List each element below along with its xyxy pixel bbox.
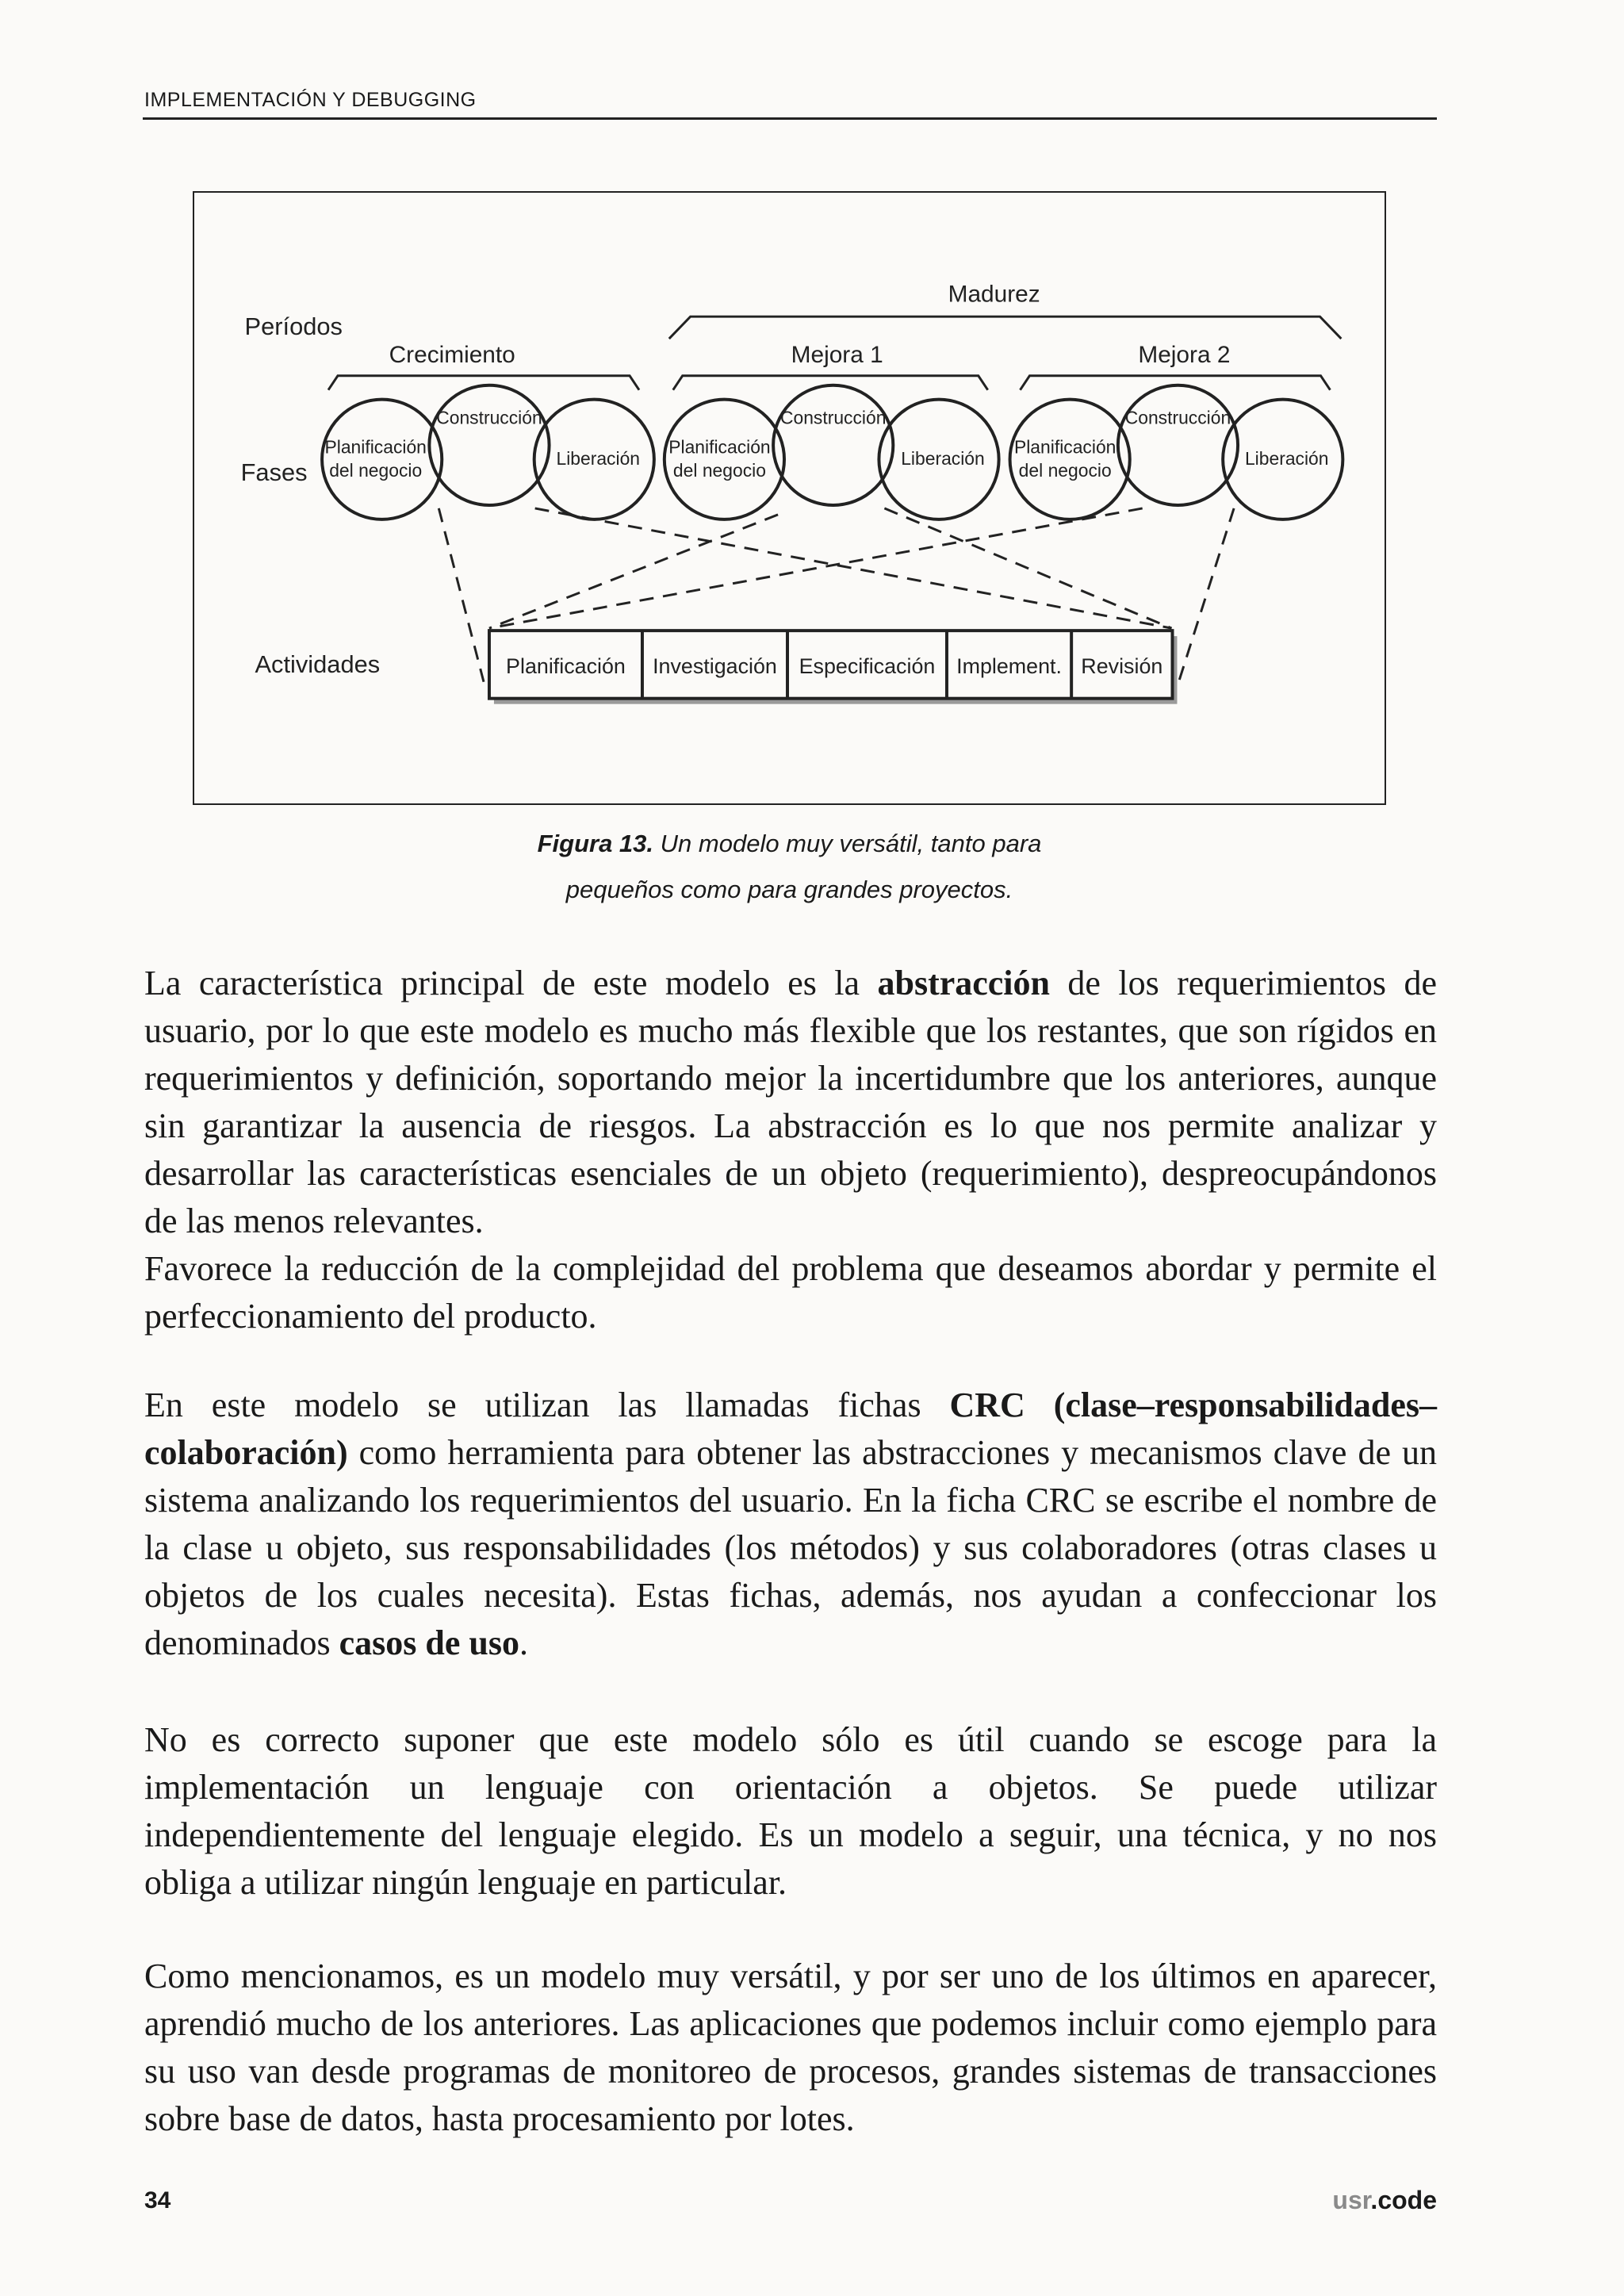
activity-review: Revisión: [1081, 654, 1163, 678]
maturity-bracket: [669, 316, 1342, 339]
paragraph-crc: [144, 1382, 1437, 1667]
improvement1-planning-line2: del negocio: [672, 460, 766, 481]
brand-part2: .code: [1370, 2186, 1437, 2214]
activity-implementation: Implement.: [956, 654, 1062, 678]
p4-text: Como mencionamos, es un modelo muy versátil, y por ser uno de los últimos en aparecer, aprendió mucho de los anteriores. Las aplicaciones que podemos incluir como ejemplo para su uso van desde programas de monitoreo de procesos, grandes sistemas de transacciones sobre base de datos, hasta procesamiento por lotes.: [144, 1957, 1437, 2138]
periods-label: Períodos: [244, 312, 343, 341]
growth-construction: Construcción: [436, 407, 542, 428]
figure-caption-line1: [193, 830, 1386, 858]
p1-text-a: La característica principal de este modelo es la: [144, 964, 878, 1002]
p2-bold-crc: CRC (clase–responsabilidades–colaboración): [144, 1386, 1437, 1472]
improvement2-planning-line1: Planificación: [1013, 436, 1116, 458]
page-number: 34: [144, 2187, 171, 2214]
improvement1-bracket: [673, 376, 988, 390]
improvement2-release: Liberación: [1244, 448, 1329, 470]
improvement1-label: Mejora 1: [791, 341, 883, 368]
growth-release: Liberación: [556, 448, 641, 470]
improvement1-construction: Construcción: [779, 407, 887, 428]
p3-text: No es correcto suponer que este modelo sólo es útil cuando se escoge para la implementación un lenguaje con orientación a objetos. Se puede utilizar independientemente del lenguaje elegido. Es un modelo a seguir, una técnica, y no nos obliga a utilizar ningún lenguaje en particular.: [144, 1720, 1437, 1902]
running-header: IMPLEMENTACIÓN Y DEBUGGING: [144, 89, 477, 111]
brand-part1: usr: [1332, 2186, 1371, 2214]
phases-label: Fases: [240, 458, 308, 487]
p2-text-a: En este modelo se utilizan las llamadas fichas: [144, 1386, 950, 1424]
maturity-label: Madurez: [948, 281, 1040, 308]
paragraph-abstraction: [144, 960, 1437, 1340]
figure-caption-line2: pequeños como para grandes proyectos.: [565, 876, 1013, 903]
p1-bold-abstraction: abstracción: [877, 964, 1050, 1002]
p2-bold-use-cases: casos de uso: [339, 1623, 520, 1662]
p2-text-c: como herramienta para obtener las abstracciones y mecanismos clave de un sistema analizando los requerimientos del usuario. En la ficha CRC se escribe el nombre de la clase u objeto, sus responsabilidades (los métodos) y sus colaboradores (otras clases u objetos de los cuales necesita). Estas fichas, además, nos ayudan a confeccionar los denominados: [144, 1433, 1437, 1662]
p1-text-d: Favorece la reducción de la complejidad del problema que deseamos abordar y permite el perfeccionamiento del producto.: [144, 1249, 1437, 1336]
paragraph-language: [144, 1716, 1437, 1907]
improvement2-label: Mejora 2: [1138, 341, 1231, 368]
phase-diagram: [194, 193, 1385, 803]
growth-planning-line1: Planificación: [324, 436, 427, 458]
growth-bracket: [328, 376, 639, 390]
p2-text-e: .: [519, 1623, 529, 1662]
improvement2-construction: Construcción: [1124, 407, 1231, 428]
paragraph-versatile: [144, 1953, 1437, 2143]
activity-specification: Especificación: [799, 654, 936, 678]
growth-planning-line2: del negocio: [329, 460, 423, 481]
p1-text-c: de los requerimientos de usuario, por lo que este modelo es mucho más flexible que los restantes, que son rígidos en requerimientos y definición, soportando mejor la incertidumbre que los anteriores, aunque sin garantizar la ausencia de riesgos. La abstracción es lo que nos permite analizar y desarrollar las características esenciales de un objeto (requerimiento), despreocupándonos de las menos relevantes.: [144, 964, 1437, 1240]
improvement2-bracket: [1020, 376, 1330, 390]
improvement1-planning-line1: Planificación: [668, 436, 771, 458]
improvement2-planning-line2: del negocio: [1018, 460, 1112, 481]
header-rule: [143, 117, 1437, 120]
figure-13: [193, 191, 1386, 805]
caption-text-1: Un modelo muy versátil, tanto para: [660, 830, 1042, 857]
figure-label: Figura 13.: [537, 830, 654, 857]
activity-planning: Planificación: [506, 654, 626, 678]
improvement1-release: Liberación: [901, 448, 985, 470]
activities-label: Actividades: [255, 650, 381, 678]
brand-logo: [1332, 2186, 1437, 2215]
growth-label: Crecimiento: [389, 341, 515, 368]
activity-research: Investigación: [653, 654, 777, 678]
